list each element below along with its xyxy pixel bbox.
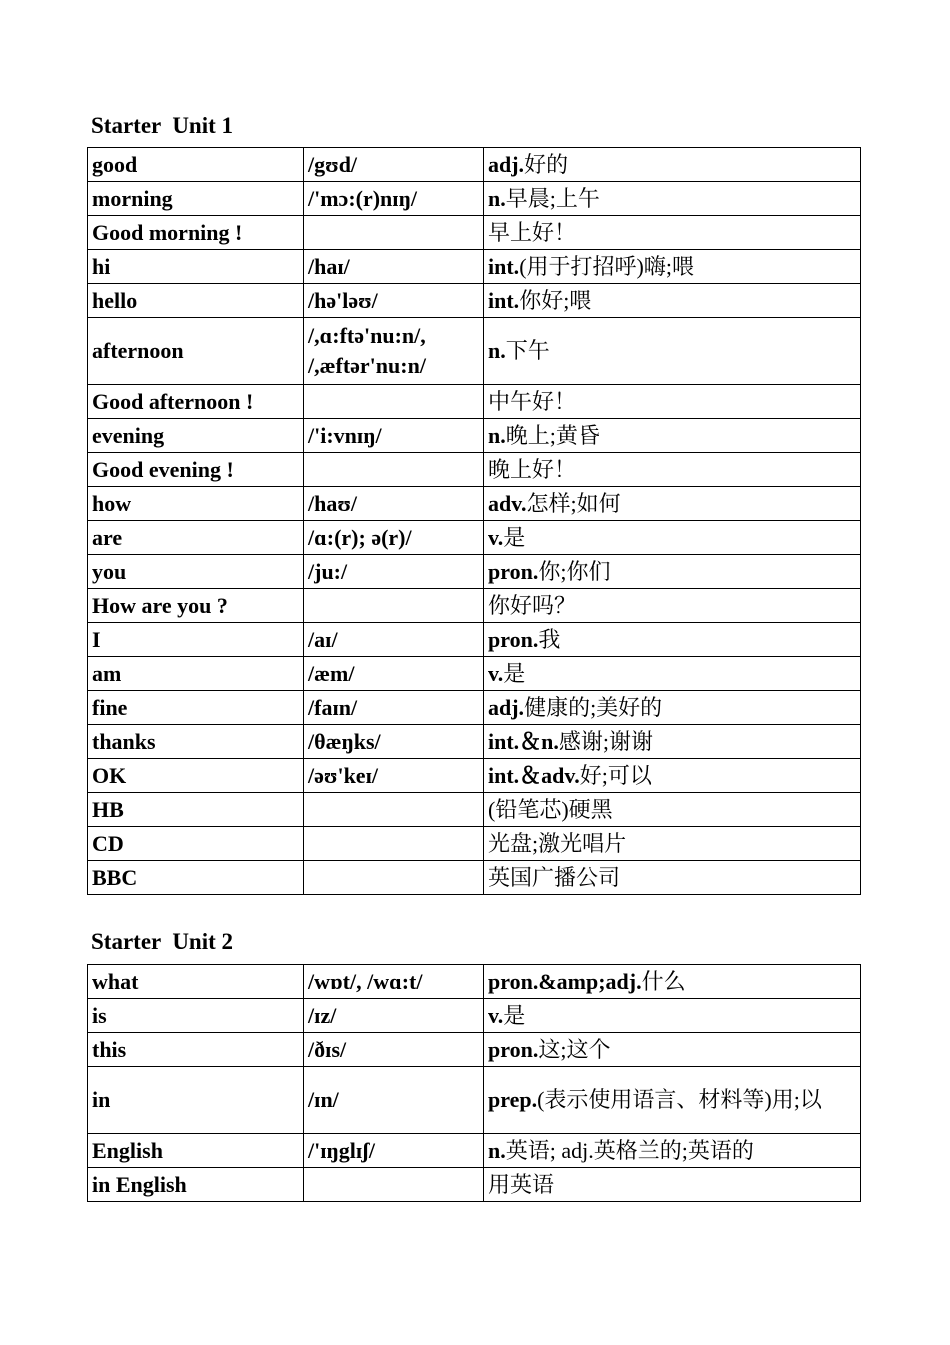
word-cell: evening: [88, 419, 304, 453]
word-cell: OK: [88, 759, 304, 793]
meaning-cell: [484, 827, 861, 861]
chinese-meaning: 什么: [641, 968, 686, 994]
part-of-speech: prep.: [488, 1087, 538, 1112]
phonetic-cell: /haɪ/: [304, 250, 484, 284]
phonetic-cell: [304, 1168, 484, 1202]
meaning-cell: [484, 691, 861, 725]
chinese-meaning: 你好;喂: [519, 287, 592, 313]
part-of-speech: v.: [488, 660, 504, 686]
chinese-meaning: 中午好！: [488, 388, 577, 414]
phonetic-cell: /aɪ/: [304, 623, 484, 657]
part-of-speech: pron.: [488, 558, 539, 584]
phonetic-cell: /ðɪs/: [304, 1033, 484, 1067]
chinese-meaning: 是: [503, 660, 526, 686]
meaning-cell: [484, 589, 861, 623]
meaning-cell: [484, 182, 861, 216]
word-cell: BBC: [88, 861, 304, 895]
chinese-meaning: 是: [503, 524, 526, 550]
word-cell: in English: [88, 1168, 304, 1202]
word-cell: HB: [88, 793, 304, 827]
word-cell: How are you ?: [88, 589, 304, 623]
chinese-meaning: 早晨;上午: [505, 185, 600, 211]
chinese-meaning: 我: [538, 626, 561, 652]
word-cell: how: [88, 487, 304, 521]
table-row: [88, 1067, 861, 1134]
chinese-meaning: 晚上好！: [488, 456, 577, 482]
table-row: [88, 182, 861, 216]
phonetic-cell: /'i:vnɪŋ/: [304, 419, 484, 453]
phonetic-cell: /hə'ləʊ/: [304, 284, 484, 318]
unit-2-title: Starter Unit 2: [91, 929, 234, 954]
meaning-cell: [484, 1033, 861, 1067]
table-row: [88, 487, 861, 521]
meaning-cell: [484, 965, 861, 999]
vocab-table-unit-2: [87, 964, 861, 1202]
part-of-speech: int.: [488, 287, 520, 313]
table-row: [88, 793, 861, 827]
table-row: [88, 965, 861, 999]
word-cell: Good afternoon !: [88, 385, 304, 419]
table-row: [88, 318, 861, 385]
phonetic-cell: /haʊ/: [304, 487, 484, 521]
phonetic-cell: [304, 827, 484, 861]
chinese-meaning: (表示使用语言、材料等)用;以: [537, 1087, 822, 1112]
word-cell: am: [88, 657, 304, 691]
part-of-speech: pron.: [488, 626, 539, 652]
word-cell: hello: [88, 284, 304, 318]
part-of-speech: v.: [488, 1002, 504, 1028]
vocab-table-unit-1: [87, 147, 861, 895]
table-row: [88, 725, 861, 759]
chinese-meaning: 下午: [505, 338, 550, 363]
part-of-speech: int.: [488, 253, 520, 279]
meaning-cell: [484, 148, 861, 182]
word-cell: you: [88, 555, 304, 589]
chinese-meaning: 英国广播公司: [488, 864, 621, 890]
chinese-meaning: 好的: [524, 151, 569, 177]
part-of-speech: n.: [488, 185, 506, 211]
meaning-cell: [484, 793, 861, 827]
phonetic-cell: /ju:/: [304, 555, 484, 589]
word-cell: fine: [88, 691, 304, 725]
meaning-cell: [484, 487, 861, 521]
part-of-speech: adj.: [488, 151, 525, 177]
word-cell: good: [88, 148, 304, 182]
meaning-cell: [484, 318, 861, 385]
word-cell: morning: [88, 182, 304, 216]
word-cell: this: [88, 1033, 304, 1067]
meaning-cell: [484, 999, 861, 1033]
phonetic-cell: /'mɔ:(r)nɪŋ/: [304, 182, 484, 216]
phonetic-cell: /'ɪŋglɪʃ/: [304, 1134, 484, 1168]
phonetic-cell: /faɪn/: [304, 691, 484, 725]
table-row: [88, 999, 861, 1033]
part-of-speech: pron.: [488, 1036, 539, 1062]
chinese-meaning: 感谢;谢谢: [558, 728, 654, 754]
meaning-cell: [484, 216, 861, 250]
phonetic-cell: /θæŋks/: [304, 725, 484, 759]
meaning-cell: [484, 284, 861, 318]
table-row: [88, 861, 861, 895]
part-of-speech: adv.: [488, 490, 527, 516]
meaning-cell: [484, 759, 861, 793]
part-of-speech: adj.: [488, 694, 525, 720]
meaning-cell: [484, 1134, 861, 1168]
chinese-meaning: 怎样;如何: [526, 490, 621, 516]
table-row: [88, 691, 861, 725]
meaning-cell: [484, 1067, 861, 1134]
phonetic-cell: /ɪz/: [304, 999, 484, 1033]
phonetic-cell: /əʊ'keɪ/: [304, 759, 484, 793]
table-row: [88, 419, 861, 453]
table-row: [88, 1168, 861, 1202]
part-of-speech: n.: [488, 422, 506, 448]
table-row: [88, 148, 861, 182]
phonetic-cell: [304, 318, 484, 385]
word-cell: afternoon: [88, 318, 304, 385]
table-row: [88, 759, 861, 793]
phonetic-cell: /æm/: [304, 657, 484, 691]
part-of-speech: int.＆adv.: [488, 762, 580, 788]
part-of-speech: pron.&amp;adj.: [488, 968, 642, 994]
meaning-cell: [484, 725, 861, 759]
table-row: [88, 284, 861, 318]
word-cell: I: [88, 623, 304, 657]
chinese-meaning: (用于打招呼)嗨;喂: [519, 253, 694, 279]
table-row: [88, 555, 861, 589]
chinese-meaning: 好;可以: [579, 762, 652, 788]
meaning-cell: [484, 657, 861, 691]
meaning-cell: [484, 385, 861, 419]
chinese-meaning: 光盘;激光唱片: [488, 830, 627, 856]
chinese-meaning: 健康的;美好的: [524, 694, 663, 720]
phonetic-cell: [304, 453, 484, 487]
phonetic-cell: [304, 861, 484, 895]
meaning-cell: [484, 521, 861, 555]
chinese-meaning: 你;你们: [538, 558, 611, 584]
table-row: [88, 250, 861, 284]
phonetic-line: /,ɑ:ftə'nu:n/,: [308, 323, 426, 348]
phonetic-cell: [304, 385, 484, 419]
table-row: [88, 623, 861, 657]
table-row: [88, 1134, 861, 1168]
part-of-speech: int.＆n.: [488, 728, 559, 754]
chinese-meaning: 晚上;黄昏: [505, 422, 600, 448]
table-row: [88, 453, 861, 487]
table-row: [88, 216, 861, 250]
word-cell: English: [88, 1134, 304, 1168]
table-row: [88, 589, 861, 623]
word-cell: what: [88, 965, 304, 999]
chinese-meaning: 你好吗？: [488, 592, 577, 618]
table-row: [88, 1033, 861, 1067]
table-row: [88, 827, 861, 861]
part-of-speech: v.: [488, 524, 504, 550]
word-cell: are: [88, 521, 304, 555]
chinese-meaning: 早上好！: [488, 219, 577, 245]
phonetic-cell: /ɑ:(r); ə(r)/: [304, 521, 484, 555]
word-cell: in: [88, 1067, 304, 1134]
meaning-cell: [484, 250, 861, 284]
meaning-cell: [484, 555, 861, 589]
phonetic-cell: /wɒt/, /wɑ:t/: [304, 965, 484, 999]
chinese-meaning: (铅笔芯)硬黑: [488, 796, 613, 822]
unit-1-title: Starter Unit 1: [91, 113, 234, 138]
meaning-cell: [484, 1168, 861, 1202]
meaning-cell: [484, 419, 861, 453]
word-cell: Good evening !: [88, 453, 304, 487]
meaning-cell: [484, 453, 861, 487]
table-row: [88, 385, 861, 419]
table-row: [88, 521, 861, 555]
phonetic-cell: /gʊd/: [304, 148, 484, 182]
phonetic-cell: [304, 793, 484, 827]
table-row: [88, 657, 861, 691]
chinese-meaning: 英语; adj.英格兰的;英语的: [505, 1137, 754, 1163]
word-cell: thanks: [88, 725, 304, 759]
meaning-cell: [484, 623, 861, 657]
part-of-speech: n.: [488, 338, 506, 363]
chinese-meaning: 这;这个: [538, 1036, 611, 1062]
word-cell: is: [88, 999, 304, 1033]
word-cell: Good morning !: [88, 216, 304, 250]
phonetic-line: /,æftər'nu:n/: [308, 353, 426, 378]
word-cell: CD: [88, 827, 304, 861]
phonetic-cell: [304, 216, 484, 250]
phonetic-cell: /ɪn/: [304, 1067, 484, 1134]
chinese-meaning: 是: [503, 1002, 526, 1028]
meaning-cell: [484, 861, 861, 895]
part-of-speech: n.: [488, 1137, 506, 1163]
chinese-meaning: 用英语: [488, 1171, 555, 1197]
phonetic-cell: [304, 589, 484, 623]
word-cell: hi: [88, 250, 304, 284]
